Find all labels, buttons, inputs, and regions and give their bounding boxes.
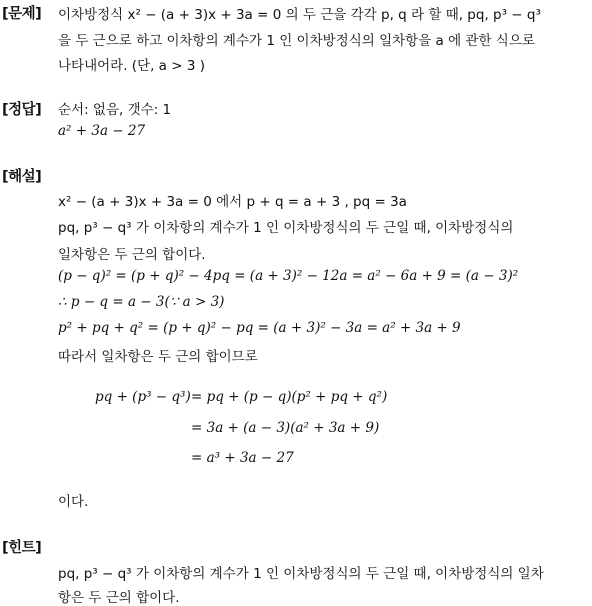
equation-lhs: pq + (p³ − q³) — [95, 389, 191, 405]
answer-label: [정답] — [2, 102, 42, 118]
answer-expression: a² + 3a − 27 — [58, 123, 146, 139]
solution-line-2: pq, p³ − q³ 가 이차항의 계수가 1 인 이차방정식의 두 근일 때, 이차방정식의 — [58, 220, 514, 236]
problem-label: [문제] — [2, 6, 42, 22]
hint-line-2: 항은 두 근의 합이다. — [58, 590, 180, 606]
solution-line-6: p² + pq + q² = (p + q)² − pq = (a + 3)² − 3a = a² + 3a + 9 — [58, 320, 461, 336]
equation-step-1: = pq + (p − q)(p² + pq + q²) — [191, 389, 388, 405]
solution-line-4: (p − q)² = (p + q)² − 4pq = (a + 3)² − 12a = a² − 6a + 9 = (a − 3)² — [58, 268, 519, 284]
equation-step-3: = a³ + 3a − 27 — [191, 450, 294, 466]
equation-step-2: = 3a + (a − 3)(a² + 3a + 9) — [191, 420, 380, 436]
solution-line-8: 이다. — [58, 494, 89, 510]
solution-line-1: x² − (a + 3)x + 3a = 0 에서 p + q = a + 3 , pq = 3a — [58, 194, 407, 210]
solution-line-5: ∴ p − q = a − 3(∵ a > 3) — [58, 294, 225, 310]
hint-line-1: pq, p³ − q³ 가 이차항의 계수가 1 인 이차방정식의 두 근일 때, 이차방정식의 일차 — [58, 566, 544, 582]
solution-label: [해설] — [2, 169, 42, 185]
solution-line-3: 일차항은 두 근의 합이다. — [58, 247, 206, 263]
solution-line-7: 따라서 일차항은 두 근의 합이므로 — [58, 349, 258, 365]
problem-line-3: 나타내어라. (단, a > 3 ) — [58, 58, 205, 74]
problem-line-1: 이차방정식 x² − (a + 3)x + 3a = 0 의 두 근을 각각 p, q 라 할 때, pq, p³ − q³ — [58, 7, 541, 23]
answer-order-count: 순서: 없음, 갯수: 1 — [58, 102, 172, 118]
problem-line-2: 을 두 근으로 하고 이차항의 계수가 1 인 이차방정식의 일차항을 a 에 관한 식으로 — [58, 33, 535, 49]
hint-label: [힌트] — [2, 540, 42, 556]
